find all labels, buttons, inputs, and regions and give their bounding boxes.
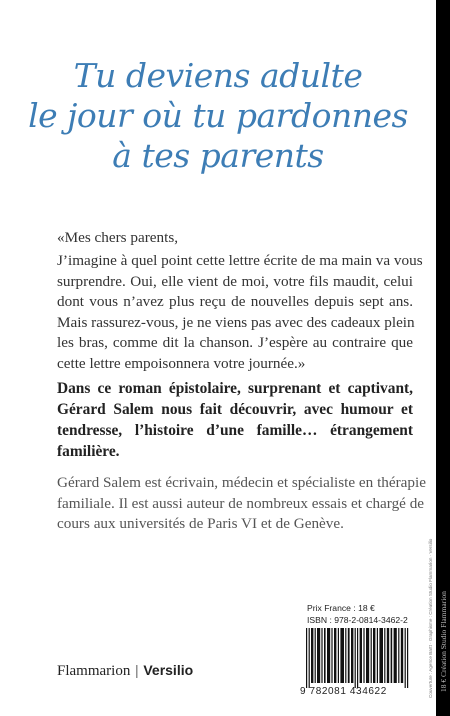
summary-line: familière. xyxy=(57,443,120,460)
title-line-2: le jour où tu pardonnes xyxy=(28,96,408,135)
summary-line: Gérard Salem nous fait découvrir, avec humour et xyxy=(57,401,413,418)
author-bio xyxy=(57,473,426,535)
publisher-imprint: Versilio xyxy=(143,662,194,678)
title-line-3: à tes parents xyxy=(112,136,324,175)
summary-line: tendresse, l’histoire d’une famille… étrangement xyxy=(57,422,413,439)
isbn-label: ISBN : 978-2-0814-3462-2 xyxy=(307,615,408,625)
price-isbn-block xyxy=(307,602,408,626)
spine-credits-text: 18 € Création Studio Flammarion xyxy=(439,591,448,692)
publisher-name: Flammarion xyxy=(57,663,131,679)
bio-line: Gérard Salem est écrivain, médecin et spécialiste en thérapie xyxy=(57,474,426,491)
cover-credits-text: Couverture : Agence Bartt · Graphisme : Création Studio Flammarion · Versilio xyxy=(428,538,433,698)
publisher-logo xyxy=(57,662,193,680)
excerpt-line: Mais rassurez-vous, je ne viens pas avec des cadeaux plein xyxy=(57,313,415,331)
bio-line: familiale. Il est aussi auteur de nombreux essais et chargé de xyxy=(57,494,425,512)
spine-credits xyxy=(436,0,450,716)
summary-line: Dans ce roman épistolaire, surprenant et captivant, xyxy=(57,380,413,397)
cover-credits xyxy=(426,520,436,700)
publisher-separator: | xyxy=(135,663,139,679)
summary-paragraph xyxy=(57,378,413,462)
excerpt-salutation: «Mes chers parents, xyxy=(57,229,179,246)
excerpt-line: surprendre. Oui, elle vient de moi, votre fils maudit, celui xyxy=(57,272,413,290)
excerpt-line: dont vous n’avez plus reçu de nouvelles depuis sept ans. xyxy=(57,293,413,311)
excerpt-paragraph xyxy=(57,251,423,375)
barcode xyxy=(300,628,415,688)
title-line-1: Tu deviens adulte xyxy=(73,56,363,95)
excerpt-line: les bras, comme dit la chanson. J’espère au contraire que xyxy=(57,334,413,352)
excerpt-line: cette lettre empoisonnera votre journée.» xyxy=(57,354,306,372)
barcode-digits: 9 782081 434622 xyxy=(300,686,387,697)
excerpt-line: J’imagine à quel point cette lettre écrite de ma main va vous xyxy=(57,252,423,269)
bio-line: cours aux universités de Paris VI et de Genève. xyxy=(57,515,344,533)
price-label: Prix France : 18 € xyxy=(307,603,375,613)
barcode-graphic xyxy=(300,628,415,688)
